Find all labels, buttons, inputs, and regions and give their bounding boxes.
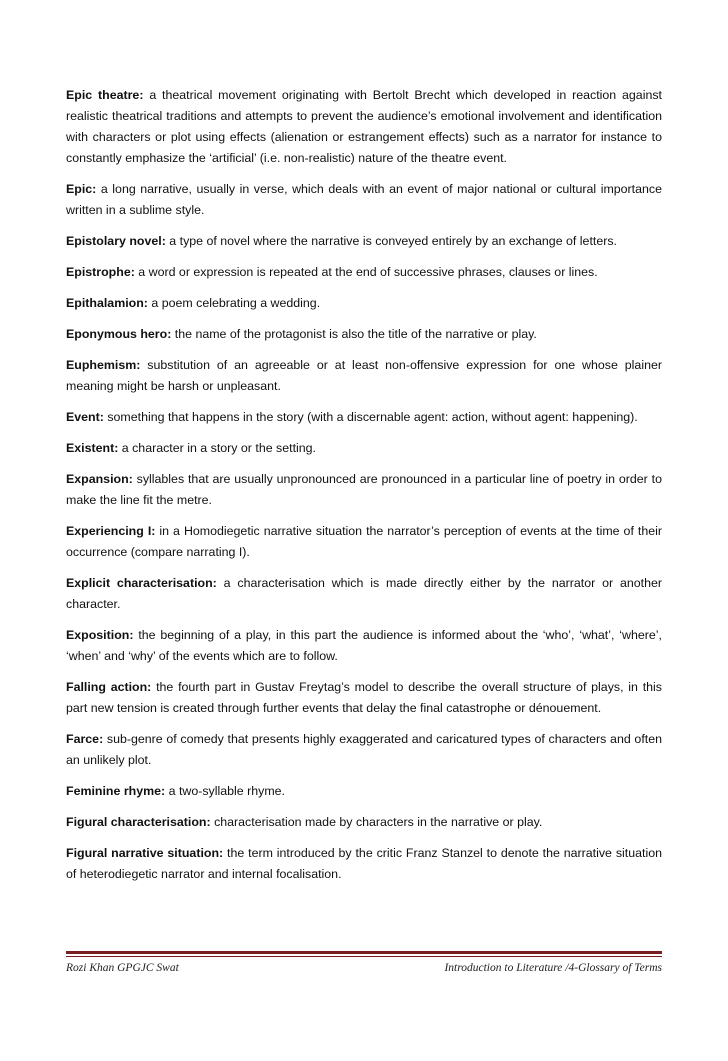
glossary-definition: the beginning of a play, in this part the audience is informed about the ‘who’, ‘what’, ‘where’, ‘when’ and ‘why’ of the events which are to follow.: [66, 628, 662, 663]
glossary-term: Falling action:: [66, 680, 152, 694]
glossary-term: Feminine rhyme:: [66, 784, 166, 798]
glossary-entry: [66, 843, 662, 885]
glossary-entry: [66, 293, 662, 314]
glossary-entry: [66, 521, 662, 563]
glossary-definition: the name of the protagonist is also the title of the narrative or play.: [174, 327, 537, 341]
glossary-term: Event:: [66, 410, 104, 424]
glossary-term: Epistrophe:: [66, 265, 135, 279]
glossary-entry: [66, 324, 662, 345]
glossary-definition: a long narrative, usually in verse, which deals with an event of major national or cultural importance written in a sublime style.: [66, 182, 662, 217]
glossary-definition: in a Homodiegetic narrative situation the narrator’s perception of events at the time of their occurrence (compare narrating I).: [66, 524, 663, 559]
glossary-term: Existent:: [66, 441, 119, 455]
glossary-entry: [66, 438, 662, 459]
glossary-entry: [66, 231, 662, 252]
footer-title: Introduction to Literature /4-Glossary of Terms: [444, 962, 662, 974]
glossary-definition: substitution of an agreeable or at least non-offensive expression for one whose plainer meaning might be harsh or unpleasant.: [66, 358, 662, 393]
glossary-term: Figural narrative situation:: [66, 846, 224, 860]
glossary-definition: sub-genre of comedy that presents highly exaggerated and caricatured types of characters and often an unlikely plot.: [66, 732, 662, 767]
glossary-definition: a two-syllable rhyme.: [168, 784, 285, 798]
glossary-definition: a characterisation which is made directly either by the narrator or another character.: [66, 576, 662, 611]
glossary-term: Experiencing I:: [66, 524, 156, 538]
glossary-definition: a word or expression is repeated at the end of successive phrases, clauses or lines.: [138, 265, 598, 279]
glossary-term: Figural characterisation:: [66, 815, 211, 829]
glossary-term: Epithalamion:: [66, 296, 148, 310]
glossary-term: Exposition:: [66, 628, 134, 642]
glossary-entry: [66, 179, 662, 221]
glossary-definition: something that happens in the story (with a discernable agent: action, without agent: happening).: [107, 410, 638, 424]
glossary-definition: a poem celebrating a wedding.: [151, 296, 321, 310]
glossary-term: Epic:: [66, 182, 97, 196]
glossary-definition: a type of novel where the narrative is conveyed entirely by an exchange of letters.: [169, 234, 617, 248]
glossary-entry: [66, 812, 662, 833]
glossary-entry: [66, 355, 662, 397]
glossary-entry: [66, 262, 662, 283]
glossary-definition: a character in a story or the setting.: [121, 441, 316, 455]
glossary-entry: [66, 781, 662, 802]
glossary-entry: [66, 469, 662, 511]
glossary-definition: syllables that are usually unpronounced are pronounced in a particular line of poetry in order to make the line fit the metre.: [66, 472, 662, 507]
glossary-term: Farce:: [66, 732, 104, 746]
footer-divider-thick: [66, 951, 662, 954]
glossary-entry: [66, 677, 662, 719]
glossary-entry: [66, 573, 662, 615]
glossary-definition: characterisation made by characters in the narrative or play.: [214, 815, 543, 829]
glossary-term: Epistolary novel:: [66, 234, 166, 248]
glossary-definition: the term introduced by the critic Franz Stanzel to denote the narrative situation of heterodiegetic narrator and internal focalisation.: [66, 846, 662, 881]
glossary-term: Euphemism:: [66, 358, 141, 372]
footer-divider-thin: [66, 956, 662, 957]
footer-author: Rozi Khan GPGJC Swat: [66, 962, 179, 974]
glossary-entry: [66, 407, 662, 428]
glossary-term: Eponymous hero:: [66, 327, 172, 341]
glossary-entry: [66, 729, 662, 771]
glossary-definition: a theatrical movement originating with Bertolt Brecht which developed in reaction against realistic theatrical traditions and attempts to prevent the audience’s emotional involvement and identification with characters or plot using effects (alienation or estrangement effects) such as a narrator for instance to constantly emphasize the ‘artificial’ (i.e. non-realistic) nature of the theatre event.: [66, 88, 662, 165]
glossary-definition: the fourth part in Gustav Freytag’s model to describe the overall structure of plays, in this part new tension is created through further events that delay the final catastrophe or dénouement.: [66, 680, 662, 715]
glossary-term: Explicit characterisation:: [66, 576, 217, 590]
glossary-body: [66, 85, 662, 895]
glossary-entry: [66, 625, 662, 667]
glossary-term: Expansion:: [66, 472, 133, 486]
glossary-term: Epic theatre:: [66, 88, 144, 102]
glossary-entry: [66, 85, 662, 169]
